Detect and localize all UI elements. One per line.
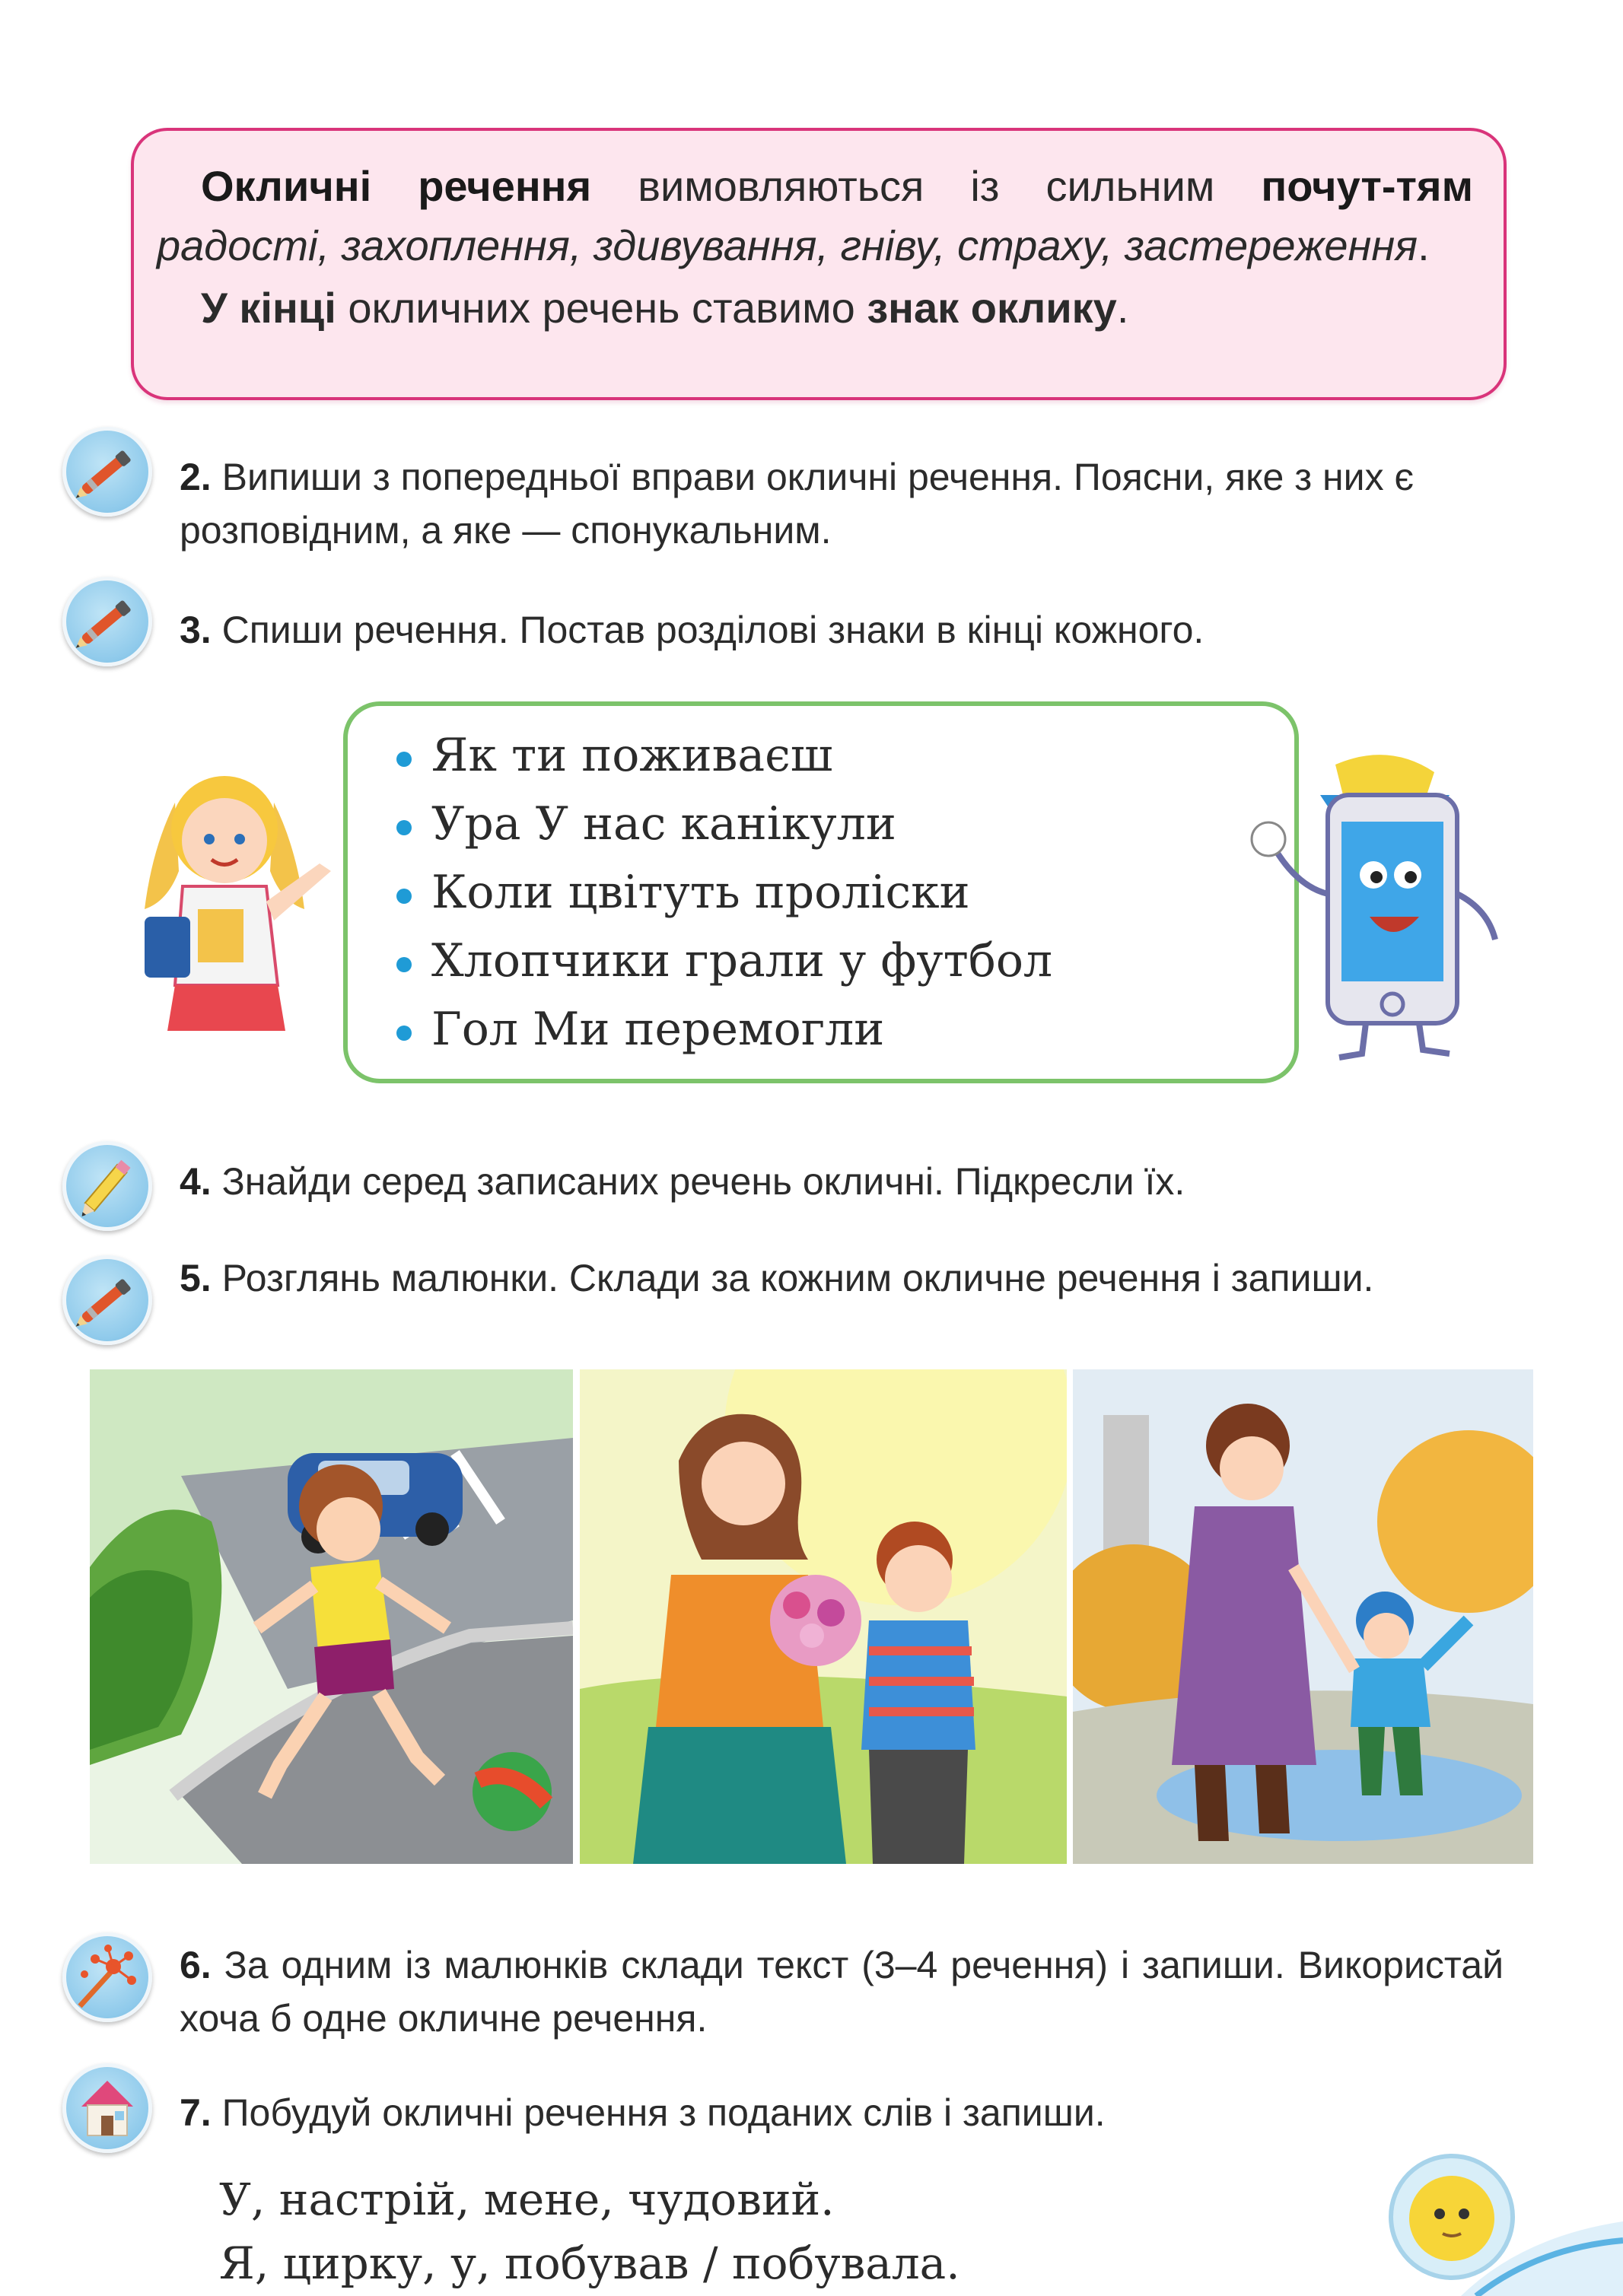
sentences-box	[343, 701, 1299, 1083]
rule-box	[131, 128, 1507, 400]
pencil-icon	[62, 1141, 152, 1231]
sentence-item: Як ти поживаєш	[431, 721, 1294, 790]
rule-term-mark: знак оклику	[867, 284, 1117, 332]
word-set-2: Я, цирку, у, побував / побувала.	[219, 2237, 960, 2289]
sparkle-wand-icon	[62, 1932, 152, 2022]
rule-term-feeling: почут-тям	[1261, 162, 1473, 210]
task-text: Випиши з попередньої вправи окличні речення. Поясни, яке з них є розповідним, а яке — спонукальним.	[180, 456, 1415, 552]
task-number: 4.	[180, 1160, 212, 1203]
task-number: 5.	[180, 1257, 212, 1299]
picture-girl-ball	[90, 1369, 573, 1864]
picture-child-puddle	[1073, 1369, 1533, 1864]
sentence-item: Ура У нас канікули	[431, 790, 1294, 858]
task-2	[180, 450, 1504, 557]
rule-text-2: окличних речень ставимо	[336, 284, 867, 332]
task-text: Спиши речення. Постав розділові знаки в кінці кожного.	[211, 609, 1205, 651]
task-7	[180, 2086, 1504, 2139]
picture-boy-flowers	[580, 1369, 1067, 1864]
pen-icon	[62, 427, 152, 517]
task-3	[180, 603, 1504, 657]
task-text: За одним із малюнків склади текст (3–4 речення) і запиши. Використай хоча б одне окличне речення.	[180, 1944, 1504, 2040]
decorative-swoosh	[1461, 2206, 1623, 2296]
word-set-1: У, настрій, мене, чудовий.	[219, 2174, 835, 2225]
house-icon	[62, 2063, 152, 2153]
task-number: 3.	[180, 609, 212, 651]
task-5	[180, 1251, 1504, 1305]
rule-period: .	[1418, 221, 1430, 269]
sentence-item: Коли цвітуть проліски	[431, 858, 1294, 927]
task-text: Розглянь малюнки. Склади за кожним окличне речення і запиши.	[211, 1257, 1374, 1299]
rule-period-2: .	[1116, 284, 1129, 332]
rule-paragraph-1	[157, 157, 1473, 275]
task-number: 6.	[180, 1944, 212, 1986]
sentence-item: Хлопчики грали у футбол	[431, 927, 1294, 995]
rule-emotions: радості, захоплення, здивування, гніву, страху, застереження	[157, 221, 1418, 269]
pen-icon	[62, 1255, 152, 1345]
task-number: 2.	[180, 456, 212, 498]
pen-icon	[62, 577, 152, 666]
rule-term-end: У кінці	[201, 284, 336, 332]
task-text: Побудуй окличні речення з поданих слів і запиши.	[211, 2091, 1106, 2134]
rule-term: Окличні речення	[201, 162, 592, 210]
task-number: 7.	[180, 2091, 212, 2134]
rule-text: вимовляються із сильним	[591, 162, 1262, 210]
task-text: Знайди серед записаних речень окличні. Підкресли їх.	[211, 1160, 1185, 1203]
rule-paragraph-2	[157, 278, 1473, 338]
task-6	[180, 1938, 1504, 2045]
task-4	[180, 1155, 1504, 1208]
phone-character-illustration	[1214, 742, 1518, 1069]
sentence-item: Гол Ми перемогли	[431, 995, 1294, 1064]
girl-illustration	[122, 757, 365, 1046]
